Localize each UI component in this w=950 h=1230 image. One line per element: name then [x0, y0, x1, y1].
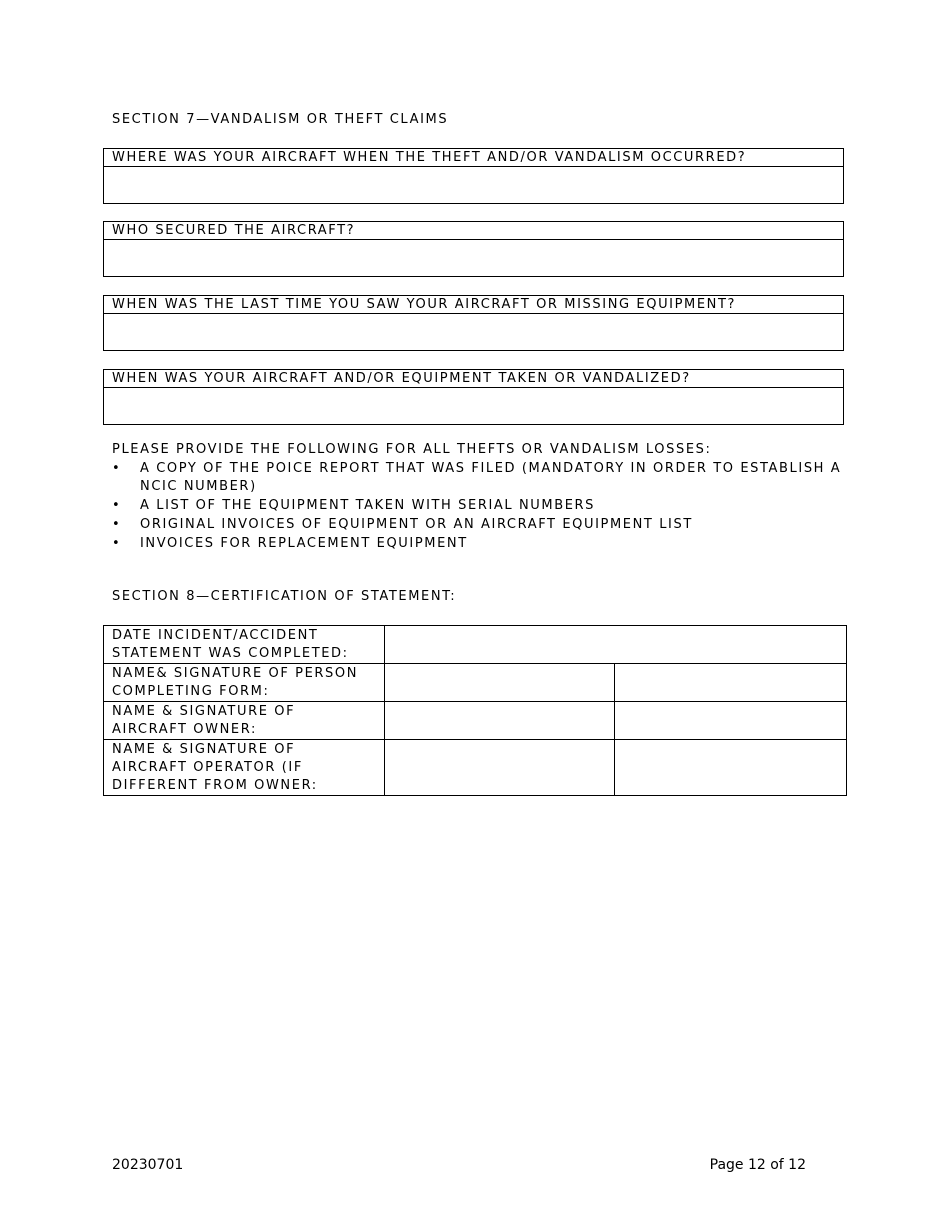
question-theft-location: [103, 148, 844, 204]
form-code: 20230701: [112, 1157, 184, 1173]
table-row: [104, 664, 847, 702]
table-row: [104, 702, 847, 740]
table-row: [104, 626, 847, 664]
row-label-owner: NAME & SIGNATURE OF AIRCRAFT OWNER:: [104, 702, 385, 740]
section-8-title: SECTION 8—CERTIFICATION OF STATEMENT:: [112, 589, 457, 604]
table-row: [104, 740, 847, 796]
bullet-icon: •: [112, 498, 120, 513]
list-item: • INVOICES FOR REPLACEMENT EQUIPMENT: [112, 536, 468, 551]
question-label: WHO SECURED THE AIRCRAFT?: [104, 222, 843, 240]
section-7-title: SECTION 7—VANDALISM OR THEFT CLAIMS: [112, 112, 449, 127]
page-number: Page 12 of 12: [709, 1157, 806, 1173]
question-label: WHEN WAS THE LAST TIME YOU SAW YOUR AIRCRAFT OR MISSING EQUIPMENT?: [104, 296, 843, 314]
person-name-field[interactable]: [385, 664, 615, 702]
operator-signature-field[interactable]: [615, 740, 847, 796]
list-item: • A LIST OF THE EQUIPMENT TAKEN WITH SERIAL NUMBERS: [112, 498, 596, 513]
answer-field-who-secured[interactable]: [104, 240, 843, 276]
row-label-date-completed: DATE INCIDENT/ACCIDENT STATEMENT WAS COMPLETED:: [104, 626, 385, 664]
list-item: • A COPY OF THE POICE REPORT THAT WAS FILED (MANDATORY IN ORDER TO ESTABLISH A NCIC NUMBER): [112, 461, 842, 494]
owner-name-field[interactable]: [385, 702, 615, 740]
person-signature-field[interactable]: [615, 664, 847, 702]
question-label: WHEN WAS YOUR AIRCRAFT AND/OR EQUIPMENT TAKEN OR VANDALIZED?: [104, 370, 843, 388]
answer-field-when-taken[interactable]: [104, 388, 843, 424]
question-who-secured: [103, 221, 844, 277]
operator-name-field[interactable]: [385, 740, 615, 796]
certification-table: [103, 625, 847, 796]
bullet-icon: •: [112, 517, 120, 532]
row-label-person-completing: NAME& SIGNATURE OF PERSON COMPLETING FORM:: [104, 664, 385, 702]
bullet-icon: •: [112, 461, 120, 476]
requirements-list: [112, 460, 842, 554]
requirements-note: PLEASE PROVIDE THE FOLLOWING FOR ALL THEFTS OR VANDALISM LOSSES:: [112, 442, 712, 457]
question-label: WHERE WAS YOUR AIRCRAFT WHEN THE THEFT AND/OR VANDALISM OCCURRED?: [104, 149, 843, 167]
answer-field-theft-location[interactable]: [104, 167, 843, 203]
question-last-seen: [103, 295, 844, 351]
list-item: • ORIGINAL INVOICES OF EQUIPMENT OR AN AIRCRAFT EQUIPMENT LIST: [112, 517, 693, 532]
question-when-taken: [103, 369, 844, 425]
owner-signature-field[interactable]: [615, 702, 847, 740]
bullet-icon: •: [112, 536, 120, 551]
answer-field-last-seen[interactable]: [104, 314, 843, 350]
row-label-operator: NAME & SIGNATURE OF AIRCRAFT OPERATOR (IF DIFFERENT FROM OWNER:: [104, 740, 385, 796]
date-completed-field[interactable]: [385, 626, 847, 664]
